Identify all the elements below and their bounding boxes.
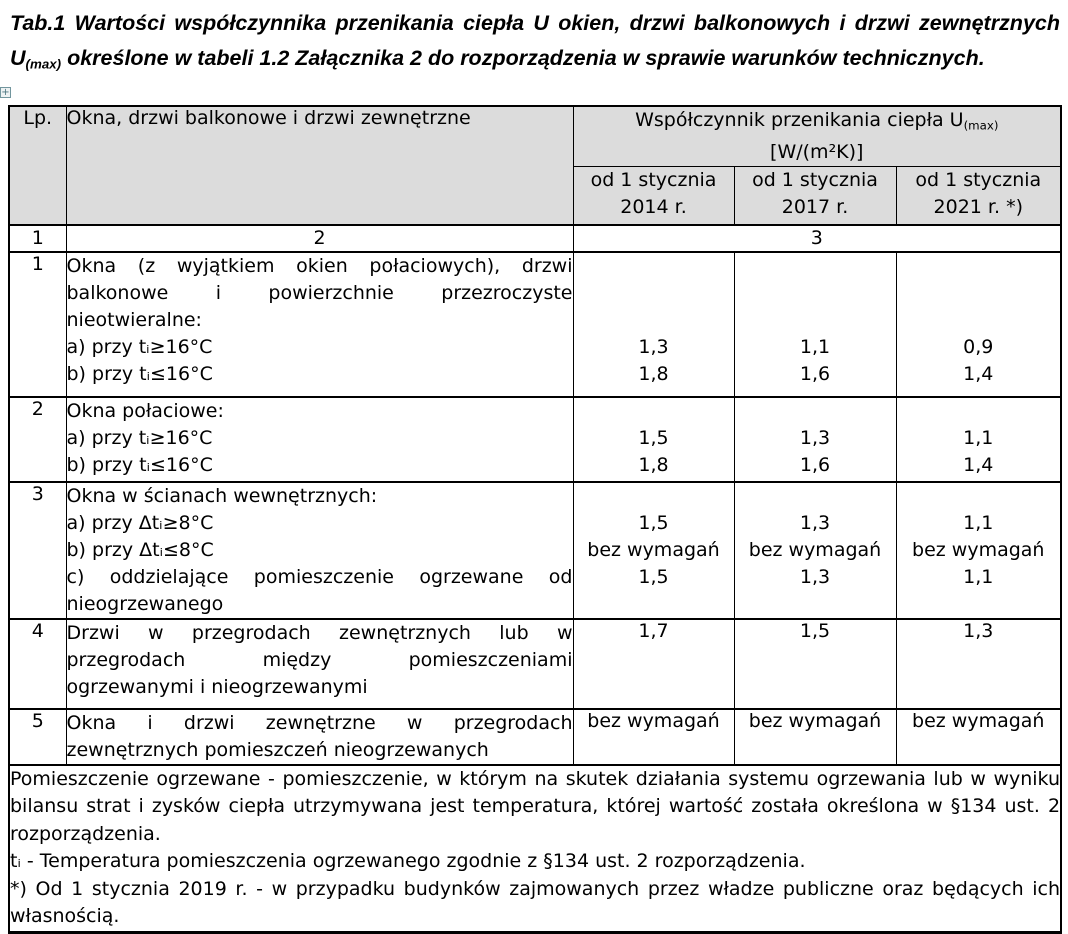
footer-notes: [9, 765, 1061, 933]
title-line-1: Tab.1 Wartości współczynnika przenikania ciepła U okien, drzwi balkonowych i drzwi zewnętrznych: [10, 11, 1060, 35]
value-line: 1,1: [963, 511, 994, 534]
note-heated-room: Pomieszczenie ogrzewane - pomieszczenie, w którym na skutek działania systemu ogrzewania lub w wyniku bilansu strat i zysków ciepła utrzymywana jest temperatura, której wartość została określona w §134 ust. 2 rozporządzenia.: [10, 767, 1061, 845]
table-row: [9, 619, 1061, 709]
value-line: 1,3: [638, 335, 669, 358]
value-line: 1,4: [963, 362, 994, 385]
value-line: 1,5: [638, 565, 669, 588]
value-cell-2021: [896, 709, 1061, 765]
col-header-2017-line1: od 1 stycznia: [752, 169, 878, 192]
row-number: 5: [9, 709, 66, 765]
table-row: [9, 709, 1061, 765]
u-values-table: [8, 105, 1062, 934]
table-row: [9, 482, 1061, 619]
description-line: przegrodach między pomieszczeniami: [66, 648, 573, 671]
value-line: 1,6: [799, 362, 831, 385]
value: 1,5: [799, 619, 831, 642]
row-description: [66, 619, 573, 709]
value-cell-2014: [573, 709, 734, 765]
value-line: 1,1: [963, 565, 994, 588]
value-cell-2021: [896, 397, 1061, 482]
description-line: a) przy tᵢ≥16°C: [66, 426, 213, 449]
value: bez wymagań: [748, 709, 882, 732]
footer-notes-row: [9, 765, 1061, 933]
description-line: nieogrzewanego: [66, 592, 224, 615]
description-line: a) przy Δtᵢ≥8°C: [66, 511, 214, 534]
description-line: Okna (z wyjątkiem okien połaciowych), drzwi: [66, 254, 573, 277]
description-line: b) przy tᵢ≤16°C: [66, 362, 213, 385]
value-line: 1,3: [799, 565, 831, 588]
value: bez wymagań: [587, 709, 720, 732]
row-description: [66, 252, 573, 397]
table-row: [9, 252, 1061, 397]
value-cell-2017: [734, 619, 896, 709]
page-title: [10, 6, 1060, 82]
value-line: 1,1: [799, 335, 831, 358]
row-number: 3: [9, 482, 66, 619]
description-line: zewnętrznych pomieszczeń nieogrzewanych: [66, 738, 489, 761]
col-header-description: Okna, drzwi balkonowe i drzwi zewnętrzne: [66, 106, 573, 225]
description-line: b) przy Δtᵢ≤8°C: [66, 538, 214, 561]
value: 1,3: [963, 619, 994, 642]
value: bez wymagań: [912, 709, 1045, 732]
description-line: Okna połaciowe:: [66, 399, 224, 422]
value-line: 1,3: [799, 426, 831, 449]
title-line-2: [10, 41, 1060, 82]
note-asterisk: *) Od 1 stycznia 2019 r. - w przypadku budynków zajmowanych przez władze publiczne oraz będących ich własnością.: [10, 877, 1061, 928]
row-number: 1: [9, 252, 66, 397]
value-line: 1,5: [638, 511, 669, 534]
column-number-1: 1: [9, 225, 66, 252]
col-header-2017: [734, 167, 896, 225]
value-cell-2021: [896, 619, 1061, 709]
value-line: 1,8: [638, 453, 669, 476]
value-cell-2017: [734, 252, 896, 397]
value-cell-2014: [573, 619, 734, 709]
value-cell-2017: [734, 709, 896, 765]
description-line: b) przy tᵢ≤16°C: [66, 453, 213, 476]
row-number: 4: [9, 619, 66, 709]
description-line: c) oddzielające pomieszczenie ogrzewane od: [66, 565, 573, 588]
description-line: Drzwi w przegrodach zewnętrznych lub w: [66, 621, 573, 644]
u-max-subscript: (max): [963, 118, 999, 133]
value-line: 1,5: [638, 426, 669, 449]
value-cell-2017: [734, 397, 896, 482]
description-line: a) przy tᵢ≥16°C: [66, 335, 213, 358]
description-line: Okna i drzwi zewnętrzne w przegrodach: [66, 711, 573, 734]
value-cell-2014: [573, 482, 734, 619]
u-unit-label: [W/(m²K)]: [770, 141, 864, 164]
value-cell-2014: [573, 252, 734, 397]
header-row-1: [9, 106, 1061, 167]
value-line: 1,3: [799, 511, 831, 534]
col-header-2021-line1: od 1 stycznia: [915, 169, 1042, 192]
row-description: [66, 482, 573, 619]
note-ti-definition: tᵢ - Temperatura pomieszczenia ogrzewanego zgodnie z §134 ust. 2 rozporządzenia.: [10, 850, 806, 873]
value-cell-2017: [734, 482, 896, 619]
description-line: ogrzewanymi i nieogrzewanymi: [66, 675, 368, 698]
title-u-max-subscript: (max): [25, 56, 62, 72]
value-line: 0,9: [963, 335, 994, 358]
title-u-symbol: U: [10, 46, 26, 70]
row-description: [66, 397, 573, 482]
col-header-2014-line1: od 1 stycznia: [590, 169, 717, 192]
table-row: [9, 397, 1061, 482]
value-line: 1,6: [799, 453, 831, 476]
col-header-2021: [896, 167, 1061, 225]
description-line: nieotwieralne:: [66, 308, 202, 331]
col-header-2014: [573, 167, 734, 225]
column-number-2: 2: [66, 225, 573, 252]
table-anchor-icon[interactable]: +: [1, 87, 10, 98]
description-line: Okna w ścianach wewnętrznych:: [66, 484, 378, 507]
value-cell-2014: [573, 397, 734, 482]
value-line: 1,1: [963, 426, 994, 449]
value-line: 1,8: [638, 362, 669, 385]
col-header-lp: Lp.: [9, 106, 66, 225]
col-header-2021-line2: 2021 r. *): [933, 196, 1023, 219]
value-line: bez wymagań: [587, 538, 720, 561]
u-max-label: Współczynnik przenikania ciepła U(max): [635, 109, 999, 133]
value-cell-2021: [896, 252, 1061, 397]
value: 1,7: [638, 619, 669, 642]
row-number: 2: [9, 397, 66, 482]
row-description: [66, 709, 573, 765]
col-header-u-max: [573, 106, 1061, 167]
title-line-2-rest: określone w tabeli 1.2 Załącznika 2 do rozporządzenia w sprawie warunków technicznych.: [61, 46, 985, 70]
value-line: bez wymagań: [912, 538, 1045, 561]
column-numbering-row: [9, 225, 1061, 252]
value-cell-2021: [896, 482, 1061, 619]
col-header-2014-line2: 2014 r.: [620, 196, 687, 219]
description-line: balkonowe i powierzchnie przezroczyste: [66, 281, 573, 304]
col-header-2017-line2: 2017 r.: [781, 196, 849, 219]
value-line: 1,4: [963, 453, 994, 476]
column-number-3: 3: [573, 225, 1061, 252]
value-line: bez wymagań: [748, 538, 882, 561]
